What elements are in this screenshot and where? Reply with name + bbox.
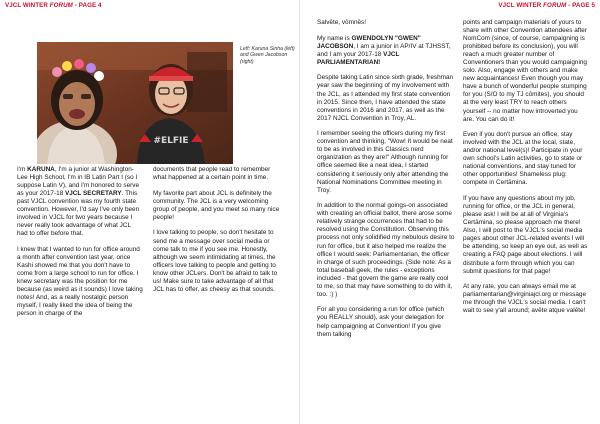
paragraph [463, 283, 589, 315]
text-run: Salvēte, vōmnēs! [317, 19, 367, 26]
bold-text: KARUNA [27, 166, 55, 173]
text-run: I'm [17, 166, 28, 173]
paragraph [317, 19, 455, 27]
text-run: Despite taking Latin since sixth grade, freshman year saw the beginning of my involvement with the JCL, as I attended my first state convention in 2015. Since then, I have attended the state conventions in 2016 and 2017, as well as the 2017 NJCL Convention in Troy, AL. [317, 74, 454, 122]
paragraph [153, 190, 281, 222]
text-run: I love talking to people, so don't hesitate to send me a message over social media or come talk to me if you see me. Honestly, although we seem intimidating at times, the officers love talking to people and getting to know other JCLers. Don't be afraid to talk to us! Make sure to take advantage of all that JCL has to offer, as cheesy as that sounds. [153, 229, 278, 293]
gwen-column-1 [317, 19, 455, 346]
bold-text: VJCL SECRETARY [64, 190, 122, 198]
paragraph [463, 19, 589, 124]
paragraph [463, 131, 589, 187]
text-run: My favorite part about JCL is definitely the community. The JCL is a very welcoming group of people, and you meet so many nice people! [153, 189, 280, 221]
paragraph [463, 195, 589, 275]
photo-caption: Left: Karuna Sinha (left) and Gwen Jacobson (right) [240, 46, 295, 65]
karuna-column-2 [153, 166, 281, 301]
paragraph [153, 166, 281, 182]
bold-text: GWENDOLYN "GWEN" JACOBSON [317, 34, 421, 50]
page-header-left: VJCL WINTER FORUM - PAGE 4 [5, 2, 102, 9]
text-run: points and campaign materials of yours to share with other Convention attendees after NomCom (since, of course, campaigning is prohibited before its conclusion), you will reach a much greater number of Conventioners than you would campaigning solo. Also, engage with others and make new acquaintances! Even though you may have a bunch of wonderful people stumping for you (S/O to my TJ cōmites), you should at the very least TRY to reach others yourself -- no matter how introverted you are. You can do it! [463, 19, 587, 123]
paragraph [317, 74, 455, 122]
text-run: At any rate, you can always email me at parliamentarian@virginiajcl.org or message me through the VJCL's social media. I can't wait to see y'all around; avēte atque valēte! [463, 283, 586, 315]
text-run: For all you considering a run for office (which you REALLY should), ask your delegation for help campaigning at Convention! If you give them talking [317, 306, 445, 338]
officers-photo [37, 42, 233, 164]
paragraph [17, 166, 143, 238]
karuna-column-1 [17, 166, 143, 326]
text-run: , I'm a junior at Washington-Lee High School, I'm in IB Latin Part I (so I suppose Latin V), and I'm honored to serve as your 2017-18 [17, 166, 140, 198]
text-run: documents that people read to remember what happened at a certain point in time. [153, 166, 271, 182]
text-run: If you have any questions about my job, running for office, or the JCL in general, please ask! I will be at all of Virginia's Certāmina, so please approach me there! Also, I will post to the VJCL's social media pages about other JCL-related events I will be attending, so keep an eye out, as well as creating a FAQ page about elections. I will distribute a form through which you can submit questions for that page! [463, 195, 588, 275]
page-header-right: VJCL WINTER FORUM - PAGE 5 [498, 2, 595, 9]
photo-illustration [37, 42, 233, 164]
paragraph [317, 202, 455, 299]
text-run: , I am a junior in AP/IV at TJHSST, and I am your 2017-18 [317, 42, 451, 58]
paragraph [317, 306, 455, 338]
gwen-column-2 [463, 19, 589, 323]
paragraph [317, 35, 455, 67]
paragraph [17, 246, 143, 318]
text-run: I remember seeing the officers during my first convention and thinking, "Wow! It would be neat to be as involved in this Classics nerd organization as they are!" Although running for office seemed like a neat idea, I started considering it seriously only after attending the National Nominations Committee meeting in Troy. [317, 130, 453, 194]
text-run: In addition to the normal goings-on associated with creating an official ballot, there arose some relatively strange occurrences that had to be resolved using the Constitution. Observing this process not only solidified my nebulous desire to run for office, but it also helped me realize the office I would seek: Parliamentarian, the officer in charge of such proceedings. (Side note: As a total baseball geek, the rules - exceptions included - that govern the game are really cool to me, so that may have something to do with it, too. :) ) [317, 202, 455, 298]
shirt-text: #ELFIE [153, 136, 189, 146]
text-run: . This past VJCL convention was my fourth state convention. However, I'd say I've only been involved in VJCL for two years because I never really took advantage of what JCL had to offer before that. [17, 190, 140, 238]
text-run: My name is [317, 34, 352, 42]
text-run: Even if you don't pursue an office, stay involved with the JCL at the local, state, and/or national level(s)! Participate in your own school's Latin activities, go to state or national conventions, and stay tuned for other opportunities! Shameless plug: compete in Certāmina. [463, 131, 583, 187]
text-run: I knew that I wanted to run for office around a month after convention last year, once Kashi showed me that you don't have to come from a large school to run for office. I knew secretary was the position for me because (as weird as it sounds) I love taking notes! And, as a really nostalgic person myself, I really liked the idea of being the person in charge of the [17, 246, 143, 318]
bold-text: VJCL PARLIAMENTARIAN! [317, 50, 400, 66]
paragraph [153, 229, 281, 293]
paragraph [317, 130, 455, 194]
